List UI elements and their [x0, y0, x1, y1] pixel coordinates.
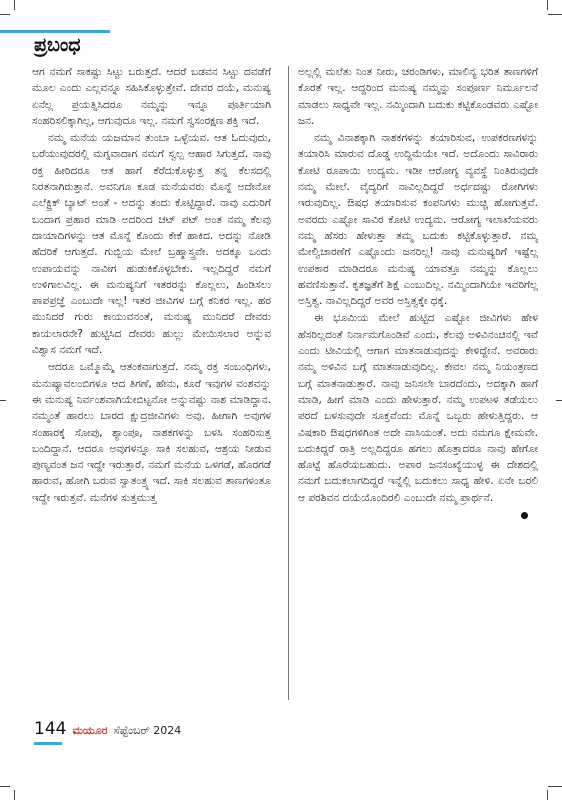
crop-mark [14, 0, 15, 10]
paragraph: ನಮ್ಮ ಮನೆಯ ಯಜಮಾನ ತುಂಬಾ ಒಳ್ಳೆಯವ. ಆತ ಓದುವುದು, ಬರೆಯುವುದರಲ್ಲಿ ಮಗ್ನವಾದಾಗ ನಮಗೆ ಸ್ವಲ್ಪ ಆಹಾರ ಸಿಗುತ್ತದೆ. ನಾವು ರಕ್ತ ಹೀರಿದರೂ ಆತ ಹಾಗೆ ಕೆರೆದುಕೊಳ್ಳುತ್ತ ತನ್ನ ಕೆಲಸದಲ್ಲಿ ನಿರತನಾಗಿರುತ್ತಾನೆ. ಅವನಿಗೂ ಕೂಡ ಮನೆಯವರು ಮೊನ್ನೆ ಅದೇನೋ ಎಲೆಕ್ಟ್ರಿಕ್ ಬ್ಯಾಟ್ ಅಂತೆ - ಅದನ್ನು ತಂದು ಕೊಟ್ಟಿದ್ದಾರೆ. ನಾವು ಎದುರಿಗೆ ಬಂದಾಗ ಪ್ರಹಾರ ಮಾಡಿ ಅದರಿಂದ ಚಟ್ ಪಟ್ ಅಂತ ನಮ್ಮ ಕೆಲವು ದಾಯಾದಿಗಳನ್ನು ಆತ ಮೊನ್ನೆ ಕೊಂದು ಕೇಕೆ ಹಾಕಿದ. ಅದನ್ನು ನೋಡಿ ಹೆದರಿಕೆ ಆಗುತ್ತದೆ. ಗುಬ್ಬಿಯ ಮೇಲೆ ಬ್ರಹ್ಮಾಸ್ತ್ರವೇ. ಅದಕ್ಕೂ ಒಂದು ಉಪಾಯವನ್ನು ನಾವೀಗ ಹುಡುಕಿಕೊಳ್ಳಬೇಕು. ಇಲ್ಲದಿದ್ದರೆ ನಮಗೆ ಉಳಿಗಾಲವಿಲ್ಲ. ಈ ಮನುಷ್ಯನಿಗೆ ಇತರರನ್ನು ಕೊಲ್ಲಲು, ಹಿಂಡಿಸಲು ಪಾಪಪ್ರಜ್ಞೆ ಎಂಬುದೇ ಇಲ್ಲ! ಇತರ ಜೀವಿಗಳ ಬಗ್ಗೆ ಕನಿಕರ ಇಲ್ಲ. ಹರ ಮುನಿದರೆ ಗುರು ಕಾಯುವನಂತೆ, ಮನುಷ್ಯ ಮುನಿದರೆ ದೇವರು ಕಾಯಲಾರನೇ? ಹುಟ್ಟಿಸಿದ ದೇವರು ಹುಲ್ಲು ಮೇಯಿಸಲಾರ ಅನ್ನುವ ವಿಶ್ವಾಸ ನಮಗೆ ಇದೆ. [32, 132, 271, 357]
crop-mark [556, 400, 562, 401]
crop-mark [547, 0, 548, 10]
paragraph: ಆದರೂ ಒಮ್ಮೊಮ್ಮೆ ಆತಂಕವಾಗುತ್ತದೆ. ನಮ್ಮ ರಕ್ತ ಸಂಬಂಧಿಗಳು, ಮನುಷ್ಯಾವಲಂಬಿಗಳೂ ಆದ ತಿಗಣೆ, ಹೇನು, ಕೂರೆ ಇವುಗಳ ವಂಶವನ್ನು ಈ ಮನುಷ್ಯ ನಿರ್ವಂಶವಾಗಿಯೇಬಿಟ್ಟನೋ ಅನ್ನುವಷ್ಟು ನಾಶ ಮಾಡಿದ್ದಾನ. ನಮ್ಮಂತೆ ಹಾರಲು ಬಾರದ ಕ್ಷುದ್ರಜೀವಿಗಳು ಅವು. ಹೀಗಾಗಿ ಅವುಗಳ ಸಂಹಾರಕ್ಕೆ ಸೋಪು, ಶ್ಯಾಂಪೂ, ನಾಶಕಗಳನ್ನು ಬಳಸಿ ಸಂಹರಿಸುತ್ತ ಬಂದಿದ್ದಾನೆ. ಆದರೂ ಅವುಗಳನ್ನೂ ಸಾಕಿ ಸಲಹುವ, ಆಶ್ರಯ ನೀಡುವ ಪುಣ್ಯವಂತ ಜನ ಇದ್ದೇ ಇರುತ್ತಾರೆ. ನಮಗೆ ಮನೆಯ ಒಳಗಡೆ, ಹೊರಗಡೆ ಹಾರುವ, ಹೋಗಿ ಬರುವ ಸ್ವಾತಂತ್ರ್ಯ ಇದೆ. ಸಾಕಿ ಸಲಹುವ ತಾಣಗಳಂತೂ ಇದ್ದೇ ಇರುತ್ತವೆ. ಮನೆಗಳ ಸುತ್ತಮುತ್ತ [32, 361, 271, 504]
crop-mark [0, 14, 10, 15]
section-title: ಪ್ರಬಂಧ [34, 34, 81, 56]
paragraph: ನಮ್ಮ ವಿನಾಶಕ್ಕಾಗಿ ನಾಶಕಗಳನ್ನು ತಯಾರಿಸುವ, ಉಪಕರಣಗಳನ್ನು ತಯಾರಿಸಿ ಮಾರುವ ದೊಡ್ಡ ಉದ್ದಿಮೆಯೇ ಇದೆ. ಅದೊಂದು ಸಾವಿರಾರು ಕೋಟಿ ರೂಪಾಯಿ ಉದ್ಯಮ. ಇಡೀ ಆರೋಗ್ಯ ವ್ಯವಸ್ಥೆ ನಿಂತಿರುವುದೇ ನಮ್ಮ ಮೇಲೆ. ವೈದ್ಯರಿಗೆ ನಾವಿಲ್ಲದಿದ್ದರೆ ಅರ್ಧದಷ್ಟು ರೋಗಿಗಳು ಇರುವುದಿಲ್ಲ. ಔಷಧ ತಯಾರಿಸುವ ಕಂಪನಿಗಳು ಮುಚ್ಚಿ ಹೋಗುತ್ತವೆ. ಅವರದು ಎಷ್ಟೋ ಸಾವಿರ ಕೋಟಿ ಉದ್ಯಮ. ಆರೋಗ್ಯ ಇಲಾಖೆಯವರು ನಮ್ಮ ಹೆಸರು ಹೇಳುತ್ತಾ ತಮ್ಮ ಬದುಕು ಕಟ್ಟಿಕೊಳ್ಳುತ್ತಾರೆ. ನಮ್ಮ ಮೇಲ್ವಿಚಾರಣೆಗೆ ಎಷ್ಟೊಂದು ಜನರಿಲ್ಲ! ನಾವು ಮನುಷ್ಯರಿಗೆ ಇಷ್ಟೆಲ್ಲ ಉಪಕಾರ ಮಾಡಿದರೂ ಮನುಷ್ಯ ಯಾವತ್ತೂ ನಮ್ಮನ್ನು ಕೊಲ್ಲಲು ಹವಣಿಸುತ್ತಾನೆ. ಕೃತಜ್ಞತೆಗೆ ಶಿಕ್ಷೆ ಎಂಬುದಿಲ್ಲ. ನಮ್ಮಿಂದಾಗಿಯೇ ಇವರಿಗೆಲ್ಲ ಅಸ್ತಿತ್ವ. ನಾವಿಲ್ಲದಿದ್ದರೆ ಅವರ ಅಸ್ತಿತ್ವಕ್ಕೇ ಧಕ್ಕೆ. [298, 132, 538, 308]
issue-date: ಸೆಪ್ಟೆಂಬರ್ 2024 [113, 724, 182, 737]
crop-mark [14, 790, 15, 800]
column-divider [288, 66, 289, 700]
page-footer [34, 719, 181, 741]
left-column [32, 64, 271, 704]
crop-mark [0, 400, 6, 401]
right-column [298, 64, 538, 704]
magazine-name: ಮಯೂರ [72, 724, 108, 737]
crop-mark [548, 786, 562, 787]
crop-mark [547, 790, 548, 800]
header-accent-line [0, 30, 110, 33]
paragraph: ಈ ಭೂಮಿಯ ಮೇಲೆ ಹುಟ್ಟಿದ ಎಷ್ಟೋ ಜೀವಿಗಳು ಹೇಳ ಹೆಸರಿಲ್ಲದಂತೆ ನಿರ್ನಾಮಗೊಂಡಿವೆ ಎಂದು, ಕೆಲವು ಅಳಿವಿನಂಚಿನಲ್ಲಿ ಇವೆ ಎಂದು ಟೀವಿಯಲ್ಲಿ ಆಗಾಗ ಮಾತನಾಡುವುದನ್ನು ಕೇಳಿದ್ದೇನೆ. ಅವರಾರು ನಮ್ಮ ಅಳಿವಿನ ಬಗ್ಗೆ ಮಾತನಾಡುವುದಿಲ್ಲ. ಕೇವಲ ನಮ್ಮ ನಿಯಂತ್ರಣದ ಬಗ್ಗೆ ಮಾತನಾಡುತ್ತಾರೆ. ನಾವು ಜನಿಸಲೇ ಬಾರದೆಂದು, ಅದಕ್ಕಾಗಿ ಹಾಗೆ ಮಾಡಿ, ಹೀಗೆ ಮಾಡಿ ಎಂದು ಹೇಳುತ್ತಾರೆ. ನಮ್ಮ ಉಪಟಳ ತಡೆಯಲು ಪರದೆ ಬಳಸುವುದೇ ಸೂಕ್ತವೆಂದು ಮೊನ್ನೆ ಒಬ್ಬರು ಹೇಳುತ್ತಿದ್ದರು. ಆ ವಿಷಕಾರಿ ಔಷಧಗಳಿಗಿಂತ ಅದೇ ವಾಸಿಯಂತೆ. ಅದು ನಮಗೂ ಕ್ಷೇಮವೇ. ಬದುಕಿದ್ದರೆ ರಾತ್ರಿ ಅಲ್ಲದಿದ್ದರೂ ಹಗಲು ಹೊತ್ತಾದರೂ ನಾವು ಹೇಗೋ ಹೊಟ್ಟೆ ಹೊರೆಯಬಹುದು. ಅಪಾರ ಜನಸಂಖ್ಯೆಯುಳ್ಳ ಈ ದೇಶದಲ್ಲಿ ನಮಗೆ ಬದುಕಲಾಗದಿದ್ದರೆ ಇನ್ನೆಲ್ಲಿ ಬದುಕಲು ಸಾಧ್ಯ ಹೇಳಿ. ಏನೇ ಬರಲಿ ಆ ಪರಶಿವನ ದಯೆಯೊಂದಿರಲಿ ಎಂಬುದೇ ನಮ್ಮ ಪ್ರಾರ್ಥನೆ. [298, 312, 538, 504]
paragraph: ಆಗ ನಮಗೆ ಸಾಕಷ್ಟು ಸಿಟ್ಟು ಬರುತ್ತದೆ. ಆದರೆ ಬಡವನ ಸಿಟ್ಟು ದವಡೆಗೆ ಮೂಲ ಎಂದು ಎಲ್ಲವನ್ನೂ ಸಹಿಸಿಕೊಳ್ಳುತ್ತೇವೆ. ದೇವರ ದಯೆ, ಮನುಷ್ಯ ಏನೆಲ್ಲ ಪ್ರಯತ್ನಿಸಿದರೂ ನಮ್ಮನ್ನು ಇನ್ನೂ ಪೂರ್ತಿಯಾಗಿ ಸಂಹರಿಸಲಿಕ್ಕಾಗಿಲ್ಲ, ಆಗುವುದೂ ಇಲ್ಲ. ನಮಗೆ ಸ್ವಸಂರಕ್ಷಣ ಶಕ್ತಿ ಇದೆ. [32, 66, 271, 127]
crop-mark [548, 14, 562, 15]
crop-mark [0, 786, 10, 787]
end-of-article-dot-icon [521, 512, 528, 519]
page-number: 144 [34, 719, 67, 739]
paragraph: ಅಲ್ಲಲ್ಲಿ ಮಲೆತು ನಿಂತ ನೀರು, ಚರಂಡಿಗಳು, ಮಾಲಿನ್ಯ ಭರಿತ ತಾಣಗಳಿಗೆ ಕೊರತೆ ಇಲ್ಲ. ಆದ್ದರಿಂದ ಮನುಷ್ಯ ನಮ್ಮನ್ನು ಸಂಪೂರ್ಣ ನಿರ್ಮೂಲನೆ ಮಾಡಲು ಸಾಧ್ಯವೇ ಇಲ್ಲ. ನಮ್ಮಿಂದಾಗಿ ಬದುಕು ಕಟ್ಟಿಕೊಂಡವರು ಎಷ್ಟೋ ಜನ. [298, 66, 538, 127]
footer-accent-line [34, 742, 62, 745]
